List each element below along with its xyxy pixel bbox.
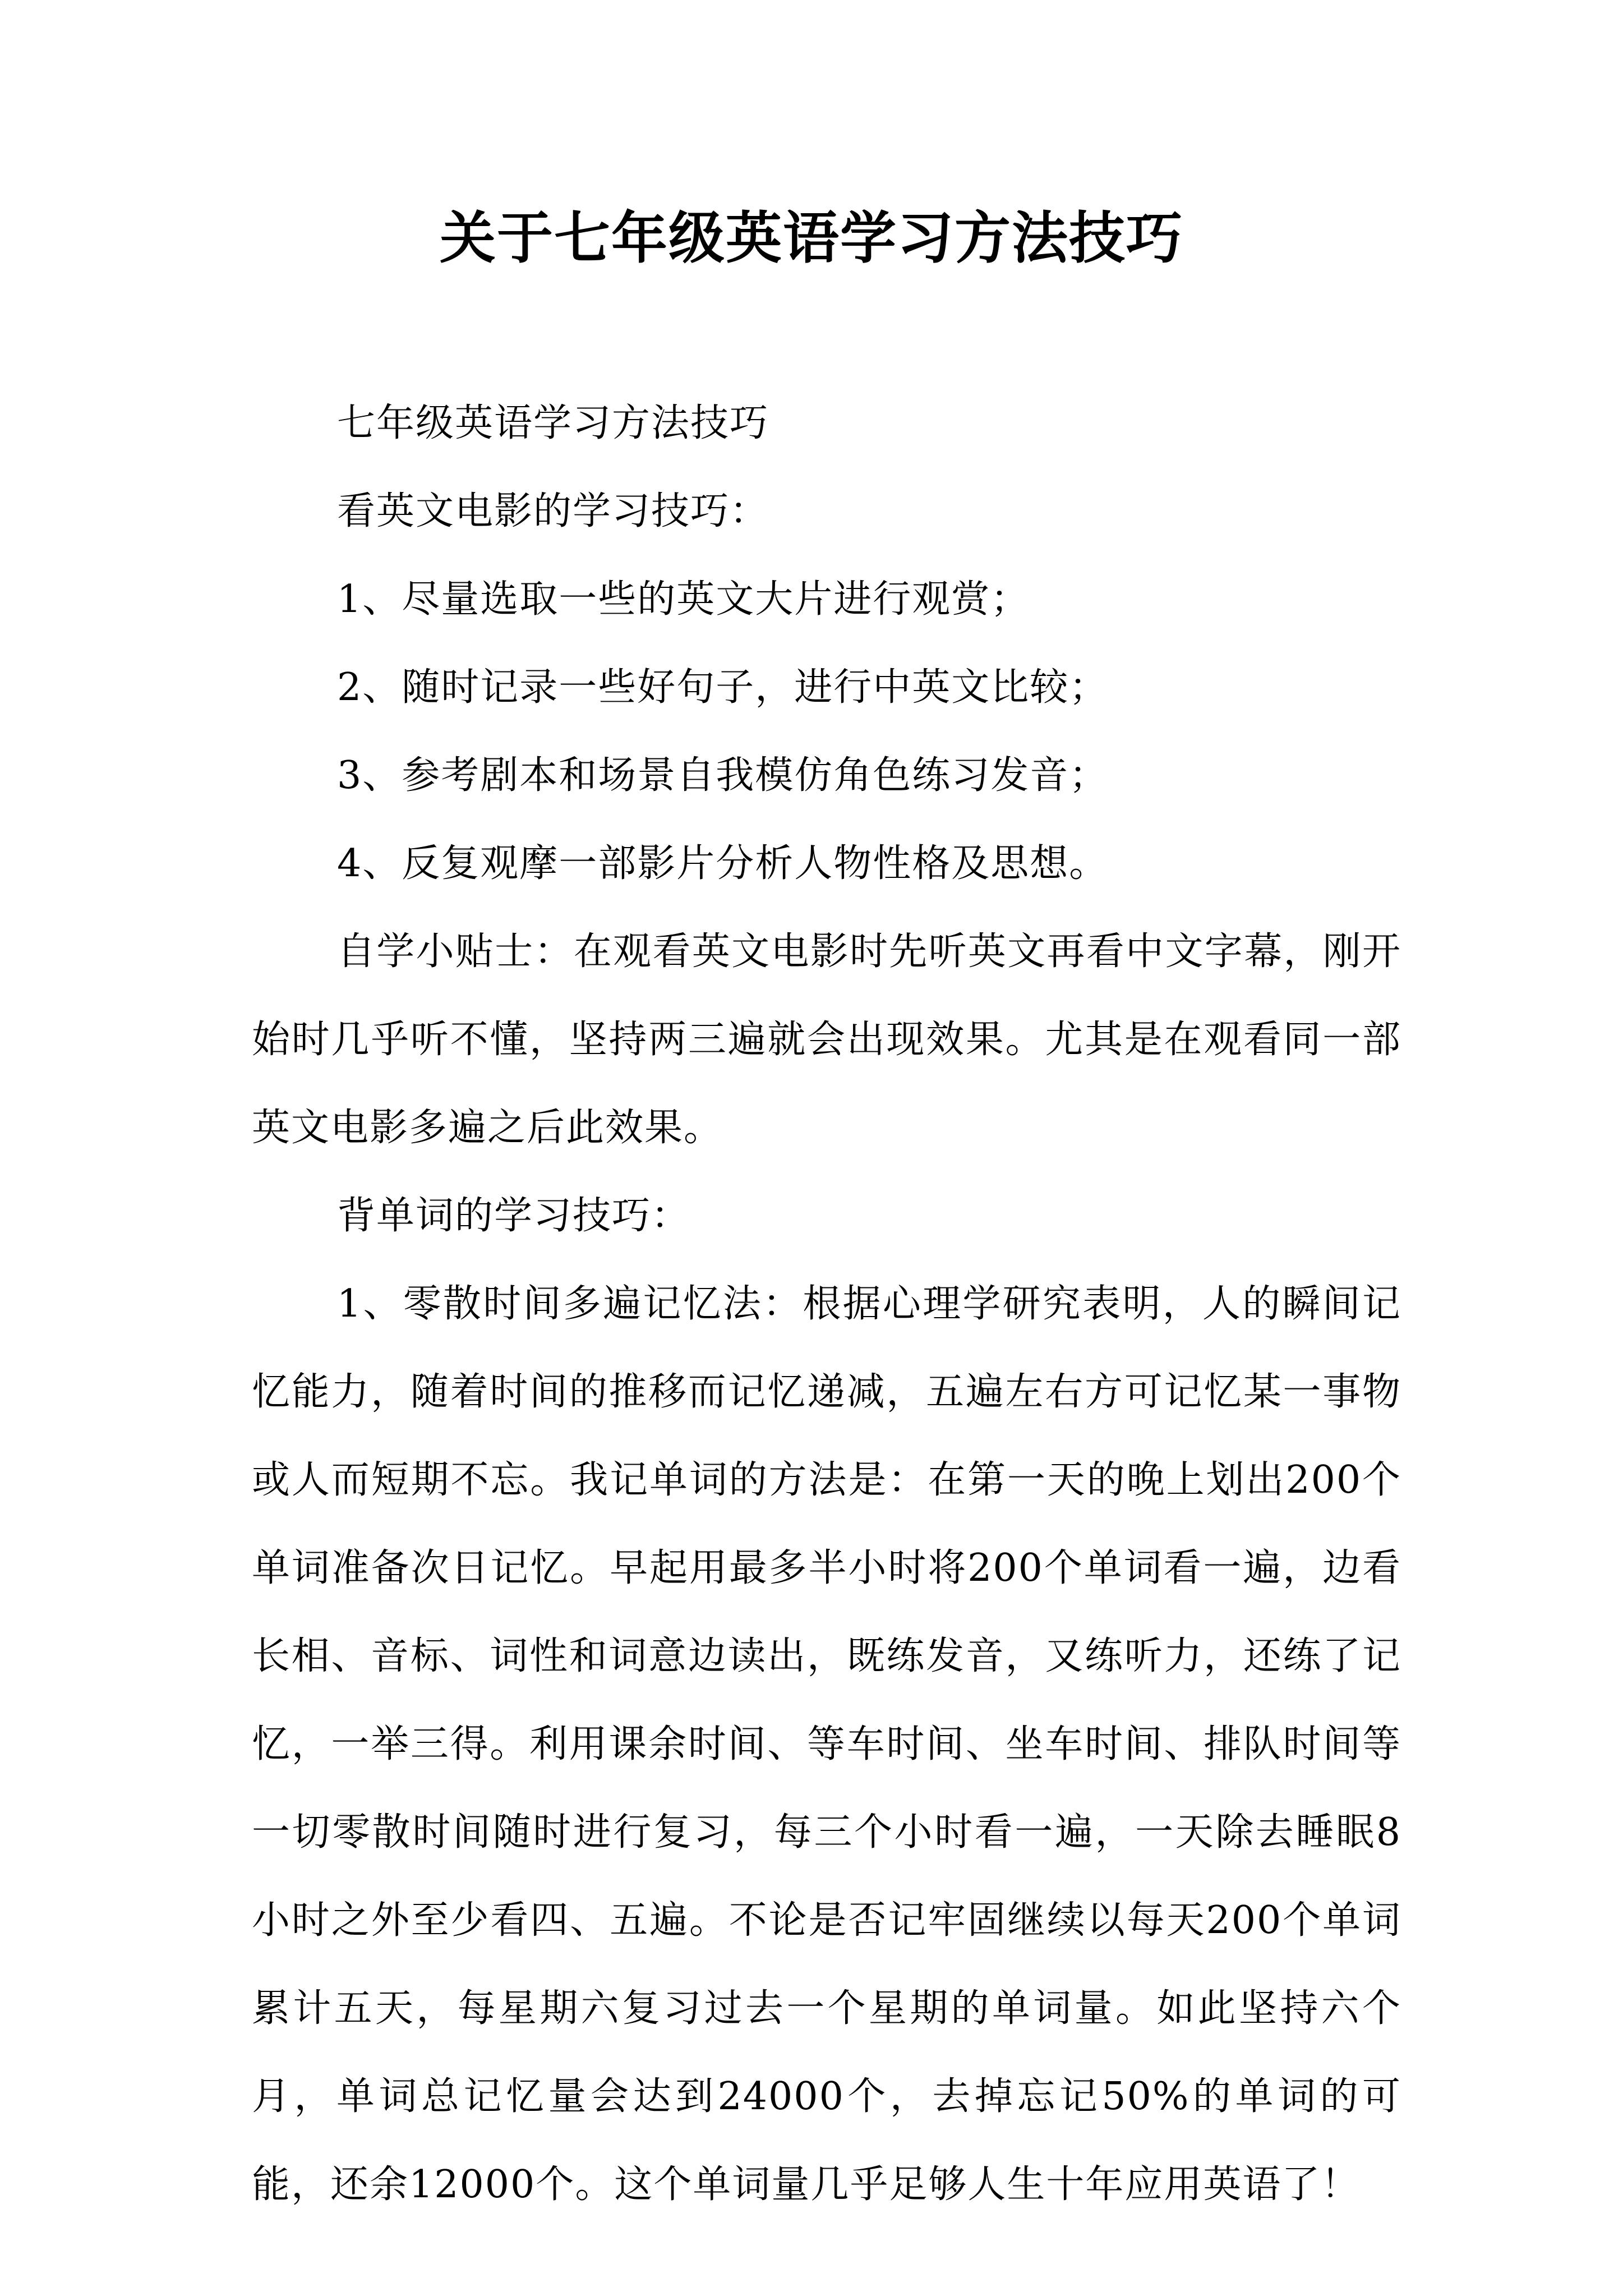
document-title: 关于七年级英语学习方法技巧 [440,205,1183,271]
vocabulary-tips-heading: 背单词的学习技巧： [337,1194,691,1238]
movie-tip-4: 4、反复观摩一部影片分析人物性格及思想。 [337,841,1109,886]
vocabulary-tip-1: 1、零散时间多遍记忆法：根据心理学研究表明，人的瞬间记忆能力，随着时间的推移而记忆递减，五遍左右方可记忆某一事物或人而短期不忘。我记单词的方法是：在第一天的晚上划出200个单词准备次日记忆。早起用最多半小时将200个单词看一遍，边看长相、音标、词性和词意边读出，既练发音，又练听力，还练了记忆，一举三得。利用课余时间、等车时间、坐车时间、排队时间等一切零散时间随时进行复习，每三个小时看一遍，一天除去睡眠8小时之外至少看四、五遍。不论是否记牢固继续以每天200个单词累计五天，每星期六复习过去一个星期的单词量。如此坚持六个月，单词总记忆量会达到24000个，去掉忘记50%的单词的可能，还余12000个。这个单词量几乎足够人生十年应用英语了！ [252,1282,1401,2207]
movie-tip-3: 3、参考剧本和场景自我模仿角色练习发音； [337,753,1109,798]
movie-tip-2: 2、随时记录一些好句子，进行中英文比较； [337,665,1109,710]
self-study-tip-paragraph: 自学小贴士：在观看英文电影时先听英文再看中文字幕，刚开始时几乎听不懂，坚持两三遍就会出现效果。尤其是在观看同一部英文电影多遍之后此效果。 [252,930,1401,1150]
movie-tips-heading: 看英文电影的学习技巧： [337,489,769,533]
document-body [252,379,1401,2229]
subtitle-paragraph: 七年级英语学习方法技巧 [337,401,769,445]
movie-tip-1: 1、尽量选取一些的英文大片进行观赏； [337,577,1030,622]
